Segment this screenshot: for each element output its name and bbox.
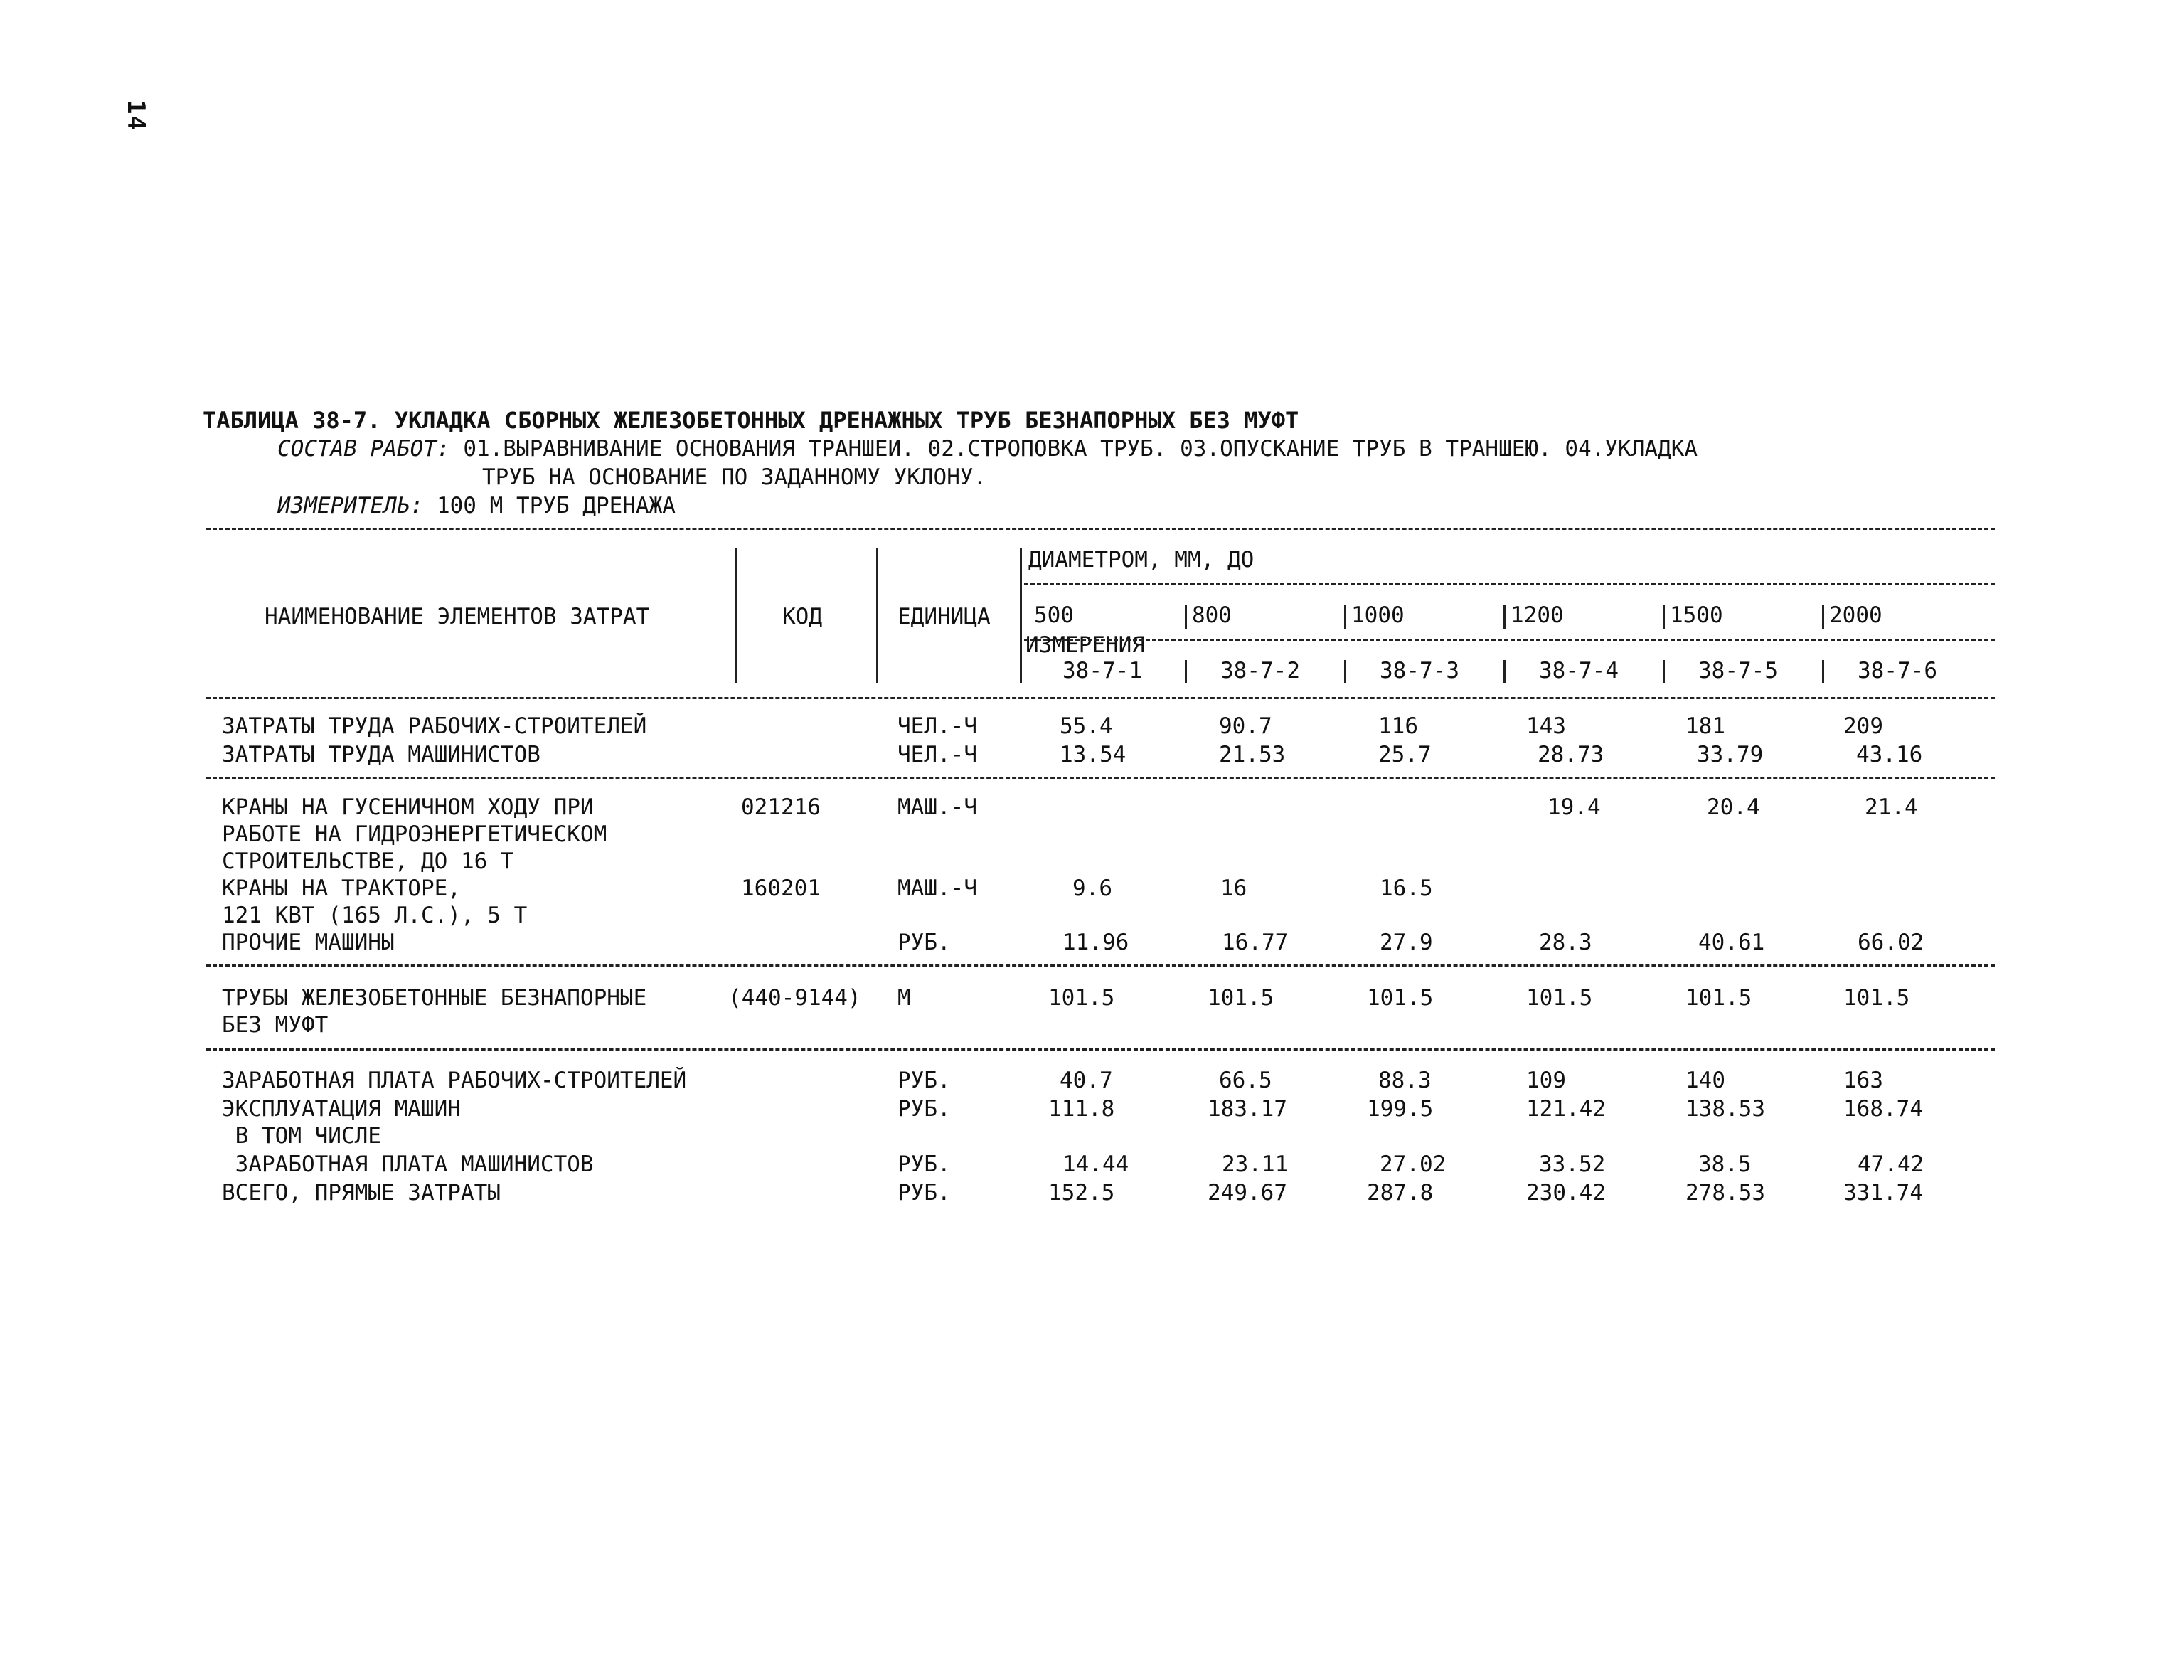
row-2-code: 021216	[741, 794, 821, 820]
row-7-val-2: 183.17	[1208, 1096, 1287, 1122]
row-5-val-1: 101.5	[1048, 985, 1115, 1011]
row-0-val-3: 116	[1378, 713, 1418, 739]
row-6-unit: РУБ.	[897, 1068, 951, 1093]
row-1-unit: ЧЕЛ.-Ч	[897, 742, 977, 767]
row-7-unit: РУБ.	[897, 1096, 951, 1122]
code-38-7-2: 38-7-2	[1220, 658, 1300, 684]
row-10-val-6: 331.74	[1843, 1180, 1923, 1206]
row-5-val-5: 101.5	[1685, 985, 1752, 1011]
row-2-name-2: РАБОТЕ НА ГИДРОЭНЕРГЕТИЧЕСКОМ	[222, 822, 607, 847]
row-9-val-4: 33.52	[1539, 1152, 1606, 1177]
row-0-name: ЗАТРАТЫ ТРУДА РАБОЧИХ-СТРОИТЕЛЕЙ	[222, 713, 647, 739]
diameter-label: ДИАМЕТРОМ, ММ, ДО	[1028, 547, 1255, 573]
row-5-unit: М	[897, 985, 911, 1011]
rule-section-3	[206, 1048, 1995, 1051]
diameter-1200: 1200	[1511, 602, 1564, 628]
row-9-val-3: 27.02	[1380, 1152, 1447, 1177]
row-4-unit: РУБ.	[897, 930, 951, 955]
row-1-val-6: 43.16	[1856, 742, 1923, 767]
code-divider-1	[1185, 660, 1187, 683]
row-4-val-6: 66.02	[1858, 930, 1924, 955]
row-10-val-3: 287.8	[1367, 1180, 1434, 1206]
row-2-unit: МАШ.-Ч	[897, 794, 977, 820]
code-38-7-5: 38-7-5	[1698, 658, 1778, 684]
row-4-val-4: 28.3	[1539, 930, 1592, 955]
row-5-val-3: 101.5	[1367, 985, 1434, 1011]
diameter-divider-4	[1663, 605, 1665, 629]
row-4-val-3: 27.9	[1380, 930, 1433, 955]
header-divider-code	[876, 548, 878, 683]
header-unit-1: ЕДИНИЦА	[897, 604, 991, 629]
code-38-7-6: 38-7-6	[1858, 658, 1937, 684]
code-38-7-1: 38-7-1	[1062, 658, 1142, 684]
code-divider-3	[1503, 660, 1506, 683]
row-1-val-3: 25.7	[1378, 742, 1432, 767]
row-10-name: ВСЕГО, ПРЯМЫЕ ЗАТРАТЫ	[222, 1180, 501, 1206]
row-7-val-3: 199.5	[1367, 1096, 1434, 1122]
rule-header-1	[1024, 583, 1995, 585]
row-9-val-2: 23.11	[1222, 1152, 1289, 1177]
work-composition-label: СОСТАВ РАБОТ:	[277, 436, 450, 462]
row-3-name: КРАНЫ НА ТРАКТОРЕ,	[222, 876, 461, 901]
row-8-name: В ТОМ ЧИСЛЕ	[222, 1123, 381, 1149]
measure-label: ИЗМЕРИТЕЛЬ:	[277, 493, 424, 519]
row-3-val-1: 9.6	[1072, 876, 1112, 901]
code-divider-2	[1344, 660, 1346, 683]
row-6-val-1: 40.7	[1060, 1068, 1113, 1093]
row-2-name: КРАНЫ НА ГУСЕНИЧНОМ ХОДУ ПРИ	[222, 794, 594, 820]
row-5-name: ТРУБЫ ЖЕЛЕЗОБЕТОННЫЕ БЕЗНАПОРНЫЕ	[222, 985, 647, 1011]
row-2-val-5: 20.4	[1707, 794, 1760, 820]
row-6-val-3: 88.3	[1378, 1068, 1432, 1093]
row-10-val-1: 152.5	[1048, 1180, 1115, 1206]
row-2-val-6: 21.4	[1865, 794, 1918, 820]
row-6-name: ЗАРАБОТНАЯ ПЛАТА РАБОЧИХ-СТРОИТЕЛЕЙ	[222, 1068, 687, 1093]
code-divider-5	[1822, 660, 1824, 683]
row-7-name: ЭКСПЛУАТАЦИЯ МАШИН	[222, 1096, 461, 1122]
header-code: КОД	[782, 604, 822, 629]
row-4-name: ПРОЧИЕ МАШИНЫ	[222, 930, 395, 955]
row-10-val-2: 249.67	[1208, 1180, 1287, 1206]
diameter-800: 800	[1192, 602, 1232, 628]
row-9-val-1: 14.44	[1062, 1152, 1129, 1177]
row-6-val-4: 109	[1526, 1068, 1566, 1093]
row-10-val-4: 230.42	[1526, 1180, 1606, 1206]
row-1-val-2: 21.53	[1219, 742, 1286, 767]
diameter-divider-2	[1344, 605, 1346, 629]
row-1-val-1: 13.54	[1060, 742, 1126, 767]
rule-section-1	[206, 777, 1995, 779]
rule-section-2	[206, 964, 1995, 967]
measure-value: 100 М ТРУБ ДРЕНАЖА	[436, 493, 676, 519]
work-composition-line-2: ТРУБ НА ОСНОВАНИЕ ПО ЗАДАННОМУ УКЛОНУ.	[482, 464, 987, 490]
table-title: ТАБЛИЦА 38-7. УКЛАДКА СБОРНЫХ ЖЕЛЕЗОБЕТОННЫХ ДРЕНАЖНЫХ ТРУБ БЕЗНАПОРНЫХ БЕЗ МУФТ	[203, 407, 1299, 434]
row-3-code: 160201	[741, 876, 821, 901]
row-2-val-4: 19.4	[1548, 794, 1601, 820]
row-0-val-1: 55.4	[1060, 713, 1113, 739]
code-divider-4	[1663, 660, 1665, 683]
row-4-val-2: 16.77	[1222, 930, 1289, 955]
row-9-unit: РУБ.	[897, 1152, 951, 1177]
row-7-val-6: 168.74	[1843, 1096, 1923, 1122]
row-6-val-6: 163	[1843, 1068, 1883, 1093]
row-3-val-2: 16	[1220, 876, 1247, 901]
row-9-val-5: 38.5	[1698, 1152, 1752, 1177]
row-1-val-4: 28.73	[1538, 742, 1604, 767]
row-6-val-2: 66.5	[1219, 1068, 1272, 1093]
diameter-1500: 1500	[1670, 602, 1723, 628]
diameter-2000: 2000	[1829, 602, 1882, 628]
header-unit-2: ИЗМЕРЕНИЯ	[1026, 632, 1145, 658]
row-9-name: ЗАРАБОТНАЯ ПЛАТА МАШИНИСТОВ	[222, 1152, 594, 1177]
row-0-val-4: 143	[1526, 713, 1566, 739]
row-5-code: (440-9144)	[728, 985, 861, 1011]
row-3-val-3: 16.5	[1380, 876, 1433, 901]
row-5-val-2: 101.5	[1208, 985, 1274, 1011]
row-5-name-2: БЕЗ МУФТ	[222, 1012, 329, 1038]
code-38-7-4: 38-7-4	[1539, 658, 1619, 684]
row-7-val-1: 111.8	[1048, 1096, 1115, 1122]
row-7-val-4: 121.42	[1526, 1096, 1606, 1122]
row-10-unit: РУБ.	[897, 1180, 951, 1206]
row-4-val-5: 40.61	[1698, 930, 1765, 955]
row-0-val-6: 209	[1843, 713, 1883, 739]
row-5-val-4: 101.5	[1526, 985, 1593, 1011]
row-0-val-5: 181	[1685, 713, 1725, 739]
diameter-500: 500	[1034, 602, 1074, 628]
work-composition-line-1	[277, 435, 1698, 462]
row-7-val-5: 138.53	[1685, 1096, 1765, 1122]
rule-after-header	[206, 697, 1995, 699]
diameter-divider-5	[1822, 605, 1824, 629]
code-38-7-3: 38-7-3	[1380, 658, 1459, 684]
row-4-val-1: 11.96	[1062, 930, 1129, 955]
row-5-val-6: 101.5	[1843, 985, 1910, 1011]
row-3-name-2: 121 КВТ (165 Л.С.), 5 Т	[222, 903, 528, 928]
row-1-val-5: 33.79	[1697, 742, 1764, 767]
work-composition-text-1: 01.ВЫРАВНИВАНИЕ ОСНОВАНИЯ ТРАНШЕИ. 02.СТРОПОВКА ТРУБ. 03.ОПУСКАНИЕ ТРУБ В ТРАНШЕЮ. 04.УКЛАДКА	[463, 436, 1698, 462]
header-divider-name	[735, 548, 737, 683]
diameter-1000: 1000	[1351, 602, 1405, 628]
row-3-unit: МАШ.-Ч	[897, 876, 977, 901]
row-9-val-6: 47.42	[1858, 1152, 1924, 1177]
row-6-val-5: 140	[1685, 1068, 1725, 1093]
row-0-val-2: 90.7	[1219, 713, 1272, 739]
row-2-name-3: СТРОИТЕЛЬСТВЕ, ДО 16 Т	[222, 849, 514, 874]
header-name: НАИМЕНОВАНИЕ ЭЛЕМЕНТОВ ЗАТРАТ	[265, 604, 650, 629]
row-10-val-5: 278.53	[1685, 1180, 1765, 1206]
row-1-name: ЗАТРАТЫ ТРУДА МАШИНИСТОВ	[222, 742, 540, 767]
page-number: 14	[122, 100, 150, 132]
header-divider-unit	[1020, 548, 1022, 683]
rule-header-2	[1024, 639, 1995, 641]
rule-top	[206, 528, 1995, 530]
diameter-divider-1	[1185, 605, 1187, 629]
diameter-divider-3	[1503, 605, 1506, 629]
row-0-unit: ЧЕЛ.-Ч	[897, 713, 977, 739]
measure-line	[277, 492, 676, 519]
